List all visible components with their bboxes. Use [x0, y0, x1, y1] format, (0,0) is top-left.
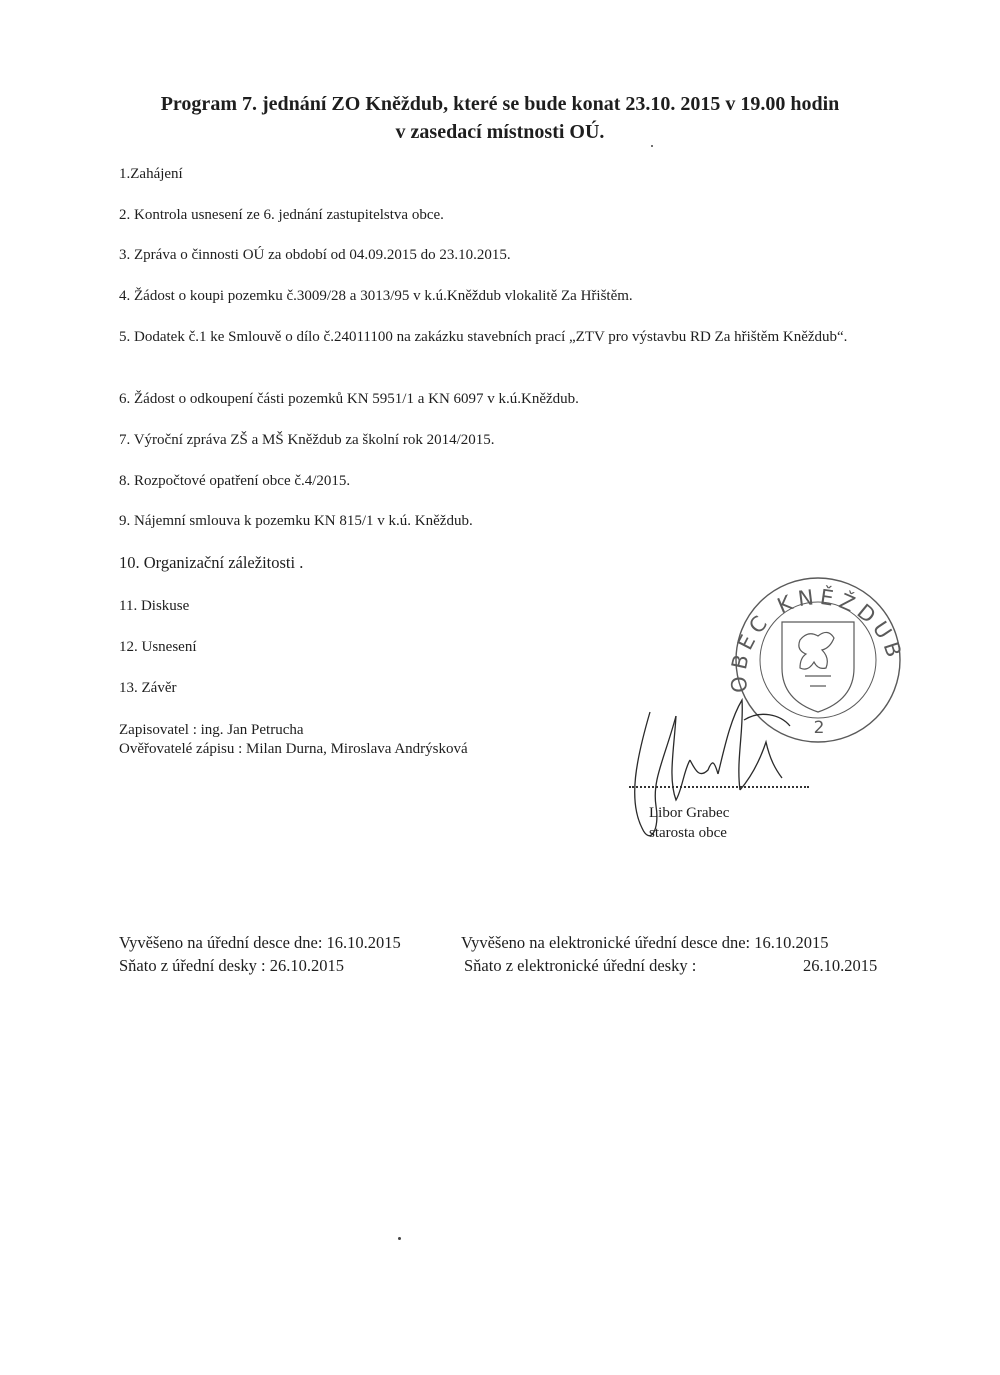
removed-electronic-line: Sňato z elektronické úřední desky :: [464, 956, 697, 975]
coat-of-arms-icon: [782, 622, 854, 712]
scan-speck: [651, 145, 653, 147]
agenda-item-8: 8. Rozpočtové opatření obce č.4/2015.: [119, 473, 351, 489]
agenda-item-4: 4. Žádost o koupi pozemku č.3009/28 a 3013/95 v k.ú.Kněždub vlokalitě Za Hřištěm.: [119, 288, 633, 304]
removed-board-line: Sňato z úřední desky : 26.10.2015: [119, 956, 345, 975]
agenda-item-10: 10. Organizační záležitosti .: [119, 553, 304, 572]
recorder-line: Zapisovatel : ing. Jan Petrucha: [119, 722, 304, 738]
verifiers-line: Ověřovatelé zápisu : Milan Durna, Miroslava Andrýsková: [119, 741, 468, 757]
removed-electronic-date: 26.10.2015: [803, 956, 878, 975]
agenda-item-5: 5. Dodatek č.1 ke Smlouvě o dílo č.24011100 na zakázku stavebních prací „ZTV pro výstavbu RD Za hřištěm Kněždub“.: [119, 329, 848, 345]
stamp-text: [726, 584, 907, 694]
signature-line: [629, 786, 809, 788]
signatory-name: Libor Grabec: [649, 805, 730, 821]
scan-speck: [398, 1237, 401, 1240]
signatory-role: starosta obce: [649, 825, 727, 841]
stamp-number: 2: [813, 718, 825, 738]
agenda-item-11: 11. Diskuse: [119, 598, 190, 614]
title-line-1: Program 7. jednání ZO Kněždub, které se bude konat 23.10. 2015 v 19.00 hodin: [160, 93, 840, 115]
stamp-text-path: OBEC KNĚŽDUB: [726, 584, 908, 694]
agenda-item-13: 13. Závěr: [119, 680, 177, 696]
agenda-item-3: 3. Zpráva o činnosti OÚ za období od 04.09.2015 do 23.10.2015.: [119, 247, 511, 263]
posted-board-line: Vyvěšeno na úřední desce dne: 16.10.2015: [119, 933, 401, 952]
agenda-item-1: 1.Zahájení: [119, 166, 183, 182]
title-line-2: v zasedací místnosti OÚ.: [395, 121, 605, 143]
agenda-item-7: 7. Výroční zpráva ZŠ a MŠ Kněždub za školní rok 2014/2015.: [119, 432, 495, 448]
agenda-item-2: 2. Kontrola usnesení ze 6. jednání zastupitelstva obce.: [119, 207, 444, 223]
official-stamp: [726, 578, 907, 742]
agenda-item-6: 6. Žádost o odkoupení části pozemků KN 5951/1 a KN 6097 v k.ú.Kněždub.: [119, 391, 579, 407]
agenda-item-9: 9. Nájemní smlouva k pozemku KN 815/1 v k.ú. Kněždub.: [119, 513, 473, 529]
posted-electronic-line: Vyvěšeno na elektronické úřední desce dne: 16.10.2015: [461, 933, 829, 952]
agenda-item-12: 12. Usnesení: [119, 639, 197, 655]
